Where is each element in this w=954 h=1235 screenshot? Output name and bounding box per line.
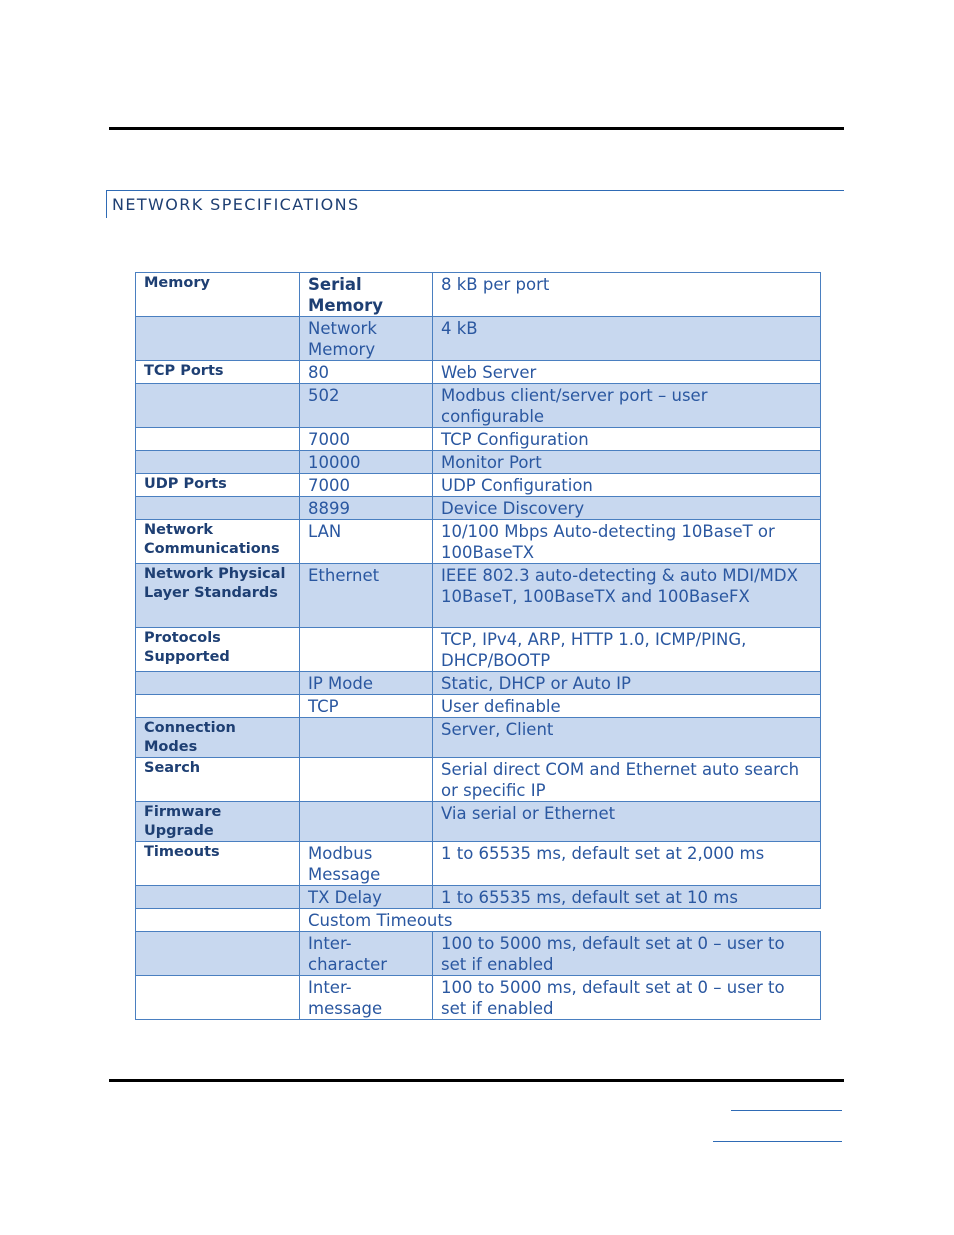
spec-value: 1 to 65535 ms, default set at 10 ms bbox=[433, 886, 821, 909]
spec-item: Inter-message bbox=[300, 976, 433, 1020]
spec-item bbox=[300, 628, 433, 672]
spec-item: 10000 bbox=[300, 451, 433, 474]
table-row bbox=[136, 497, 821, 520]
spec-value: 100 to 5000 ms, default set at 0 – user to set if enabled bbox=[433, 932, 821, 976]
spec-category: Connection Modes bbox=[136, 718, 300, 758]
spec-item: IP Mode bbox=[300, 672, 433, 695]
network-specifications-table bbox=[135, 272, 821, 1020]
spec-item: Serial Memory bbox=[300, 273, 433, 317]
spec-category: Memory bbox=[136, 273, 300, 317]
footer-link-underline-2 bbox=[713, 1141, 842, 1142]
table-row bbox=[136, 672, 821, 695]
spec-category bbox=[136, 695, 300, 718]
spec-category bbox=[136, 451, 300, 474]
spec-category: TCP Ports bbox=[136, 361, 300, 384]
table-row bbox=[136, 842, 821, 886]
spec-item: 80 bbox=[300, 361, 433, 384]
spec-item bbox=[300, 718, 433, 758]
spec-item: Modbus Message bbox=[300, 842, 433, 886]
spec-category bbox=[136, 317, 300, 361]
spec-category bbox=[136, 384, 300, 428]
spec-value: TCP, IPv4, ARP, HTTP 1.0, ICMP/PING, DHCP/BOOTP bbox=[433, 628, 821, 672]
spec-item: 502 bbox=[300, 384, 433, 428]
spec-category bbox=[136, 976, 300, 1020]
footer-link-underline-1 bbox=[731, 1110, 842, 1111]
spec-category bbox=[136, 428, 300, 451]
section-title: NETWORK SPECIFICATIONS bbox=[112, 195, 360, 214]
spec-item bbox=[300, 802, 433, 842]
spec-category: Network Physical Layer Standards bbox=[136, 564, 300, 628]
footer-rule bbox=[109, 1079, 844, 1082]
spec-category: Search bbox=[136, 758, 300, 802]
spec-category: Timeouts bbox=[136, 842, 300, 886]
table-row bbox=[136, 384, 821, 428]
spec-category: UDP Ports bbox=[136, 474, 300, 497]
table-row bbox=[136, 451, 821, 474]
spec-value: Modbus client/server port – user configurable bbox=[433, 384, 821, 428]
spec-category: Network Communications bbox=[136, 520, 300, 564]
header-rule bbox=[109, 127, 844, 130]
spec-category: Firmware Upgrade bbox=[136, 802, 300, 842]
spec-value: Server, Client bbox=[433, 718, 821, 758]
spec-category bbox=[136, 497, 300, 520]
table-row bbox=[136, 909, 821, 932]
spec-value: Monitor Port bbox=[433, 451, 821, 474]
table-row bbox=[136, 361, 821, 384]
spec-item: Ethernet bbox=[300, 564, 433, 628]
spec-item: Inter-character bbox=[300, 932, 433, 976]
spec-item: Custom Timeouts bbox=[300, 909, 821, 932]
spec-value: Serial direct COM and Ethernet auto search or specific IP bbox=[433, 758, 821, 802]
spec-item: TCP bbox=[300, 695, 433, 718]
section-heading-border bbox=[106, 190, 844, 191]
spec-value: UDP Configuration bbox=[433, 474, 821, 497]
table-row bbox=[136, 695, 821, 718]
spec-value: Device Discovery bbox=[433, 497, 821, 520]
spec-value: User definable bbox=[433, 695, 821, 718]
spec-value: 1 to 65535 ms, default set at 2,000 ms bbox=[433, 842, 821, 886]
spec-item: TX Delay bbox=[300, 886, 433, 909]
spec-value: 10/100 Mbps Auto-detecting 10BaseT or 100BaseTX bbox=[433, 520, 821, 564]
spec-value: Web Server bbox=[433, 361, 821, 384]
spec-item: LAN bbox=[300, 520, 433, 564]
table-row bbox=[136, 474, 821, 497]
table-row bbox=[136, 564, 821, 628]
spec-value: 8 kB per port bbox=[433, 273, 821, 317]
table-row bbox=[136, 718, 821, 758]
spec-value: TCP Configuration bbox=[433, 428, 821, 451]
spec-category bbox=[136, 672, 300, 695]
section-heading-border-left bbox=[106, 190, 107, 218]
table-row bbox=[136, 886, 821, 909]
table-row bbox=[136, 273, 821, 317]
table-row bbox=[136, 317, 821, 361]
spec-category bbox=[136, 886, 300, 909]
table-row bbox=[136, 932, 821, 976]
spec-item: 7000 bbox=[300, 474, 433, 497]
table-row bbox=[136, 428, 821, 451]
spec-item: 8899 bbox=[300, 497, 433, 520]
table-row bbox=[136, 976, 821, 1020]
spec-value: IEEE 802.3 auto-detecting & auto MDI/MDX 10BaseT, 100BaseTX and 100BaseFX bbox=[433, 564, 821, 628]
spec-item: Network Memory bbox=[300, 317, 433, 361]
table-row bbox=[136, 628, 821, 672]
spec-item bbox=[300, 758, 433, 802]
spec-value: Via serial or Ethernet bbox=[433, 802, 821, 842]
spec-item: 7000 bbox=[300, 428, 433, 451]
spec-category bbox=[136, 909, 300, 932]
spec-category: Protocols Supported bbox=[136, 628, 300, 672]
table-row bbox=[136, 758, 821, 802]
spec-value: 4 kB bbox=[433, 317, 821, 361]
table-row bbox=[136, 802, 821, 842]
table-row bbox=[136, 520, 821, 564]
spec-value: 100 to 5000 ms, default set at 0 – user to set if enabled bbox=[433, 976, 821, 1020]
spec-category bbox=[136, 932, 300, 976]
spec-value: Static, DHCP or Auto IP bbox=[433, 672, 821, 695]
